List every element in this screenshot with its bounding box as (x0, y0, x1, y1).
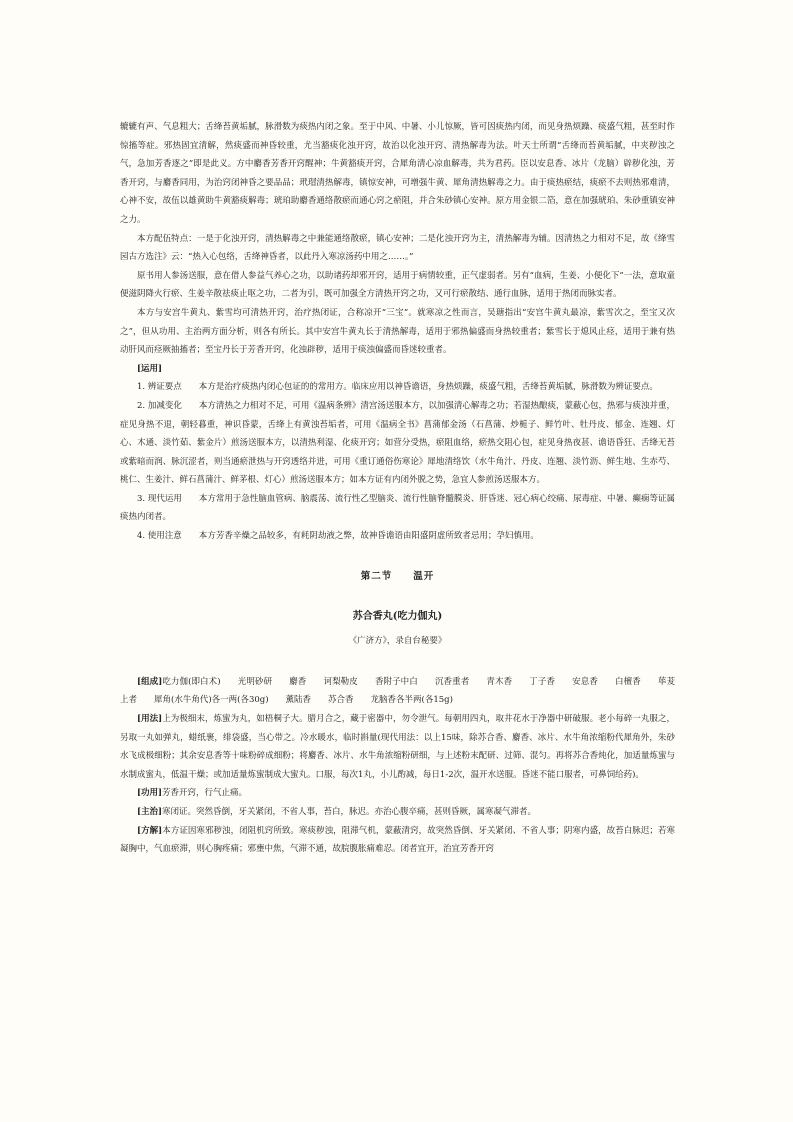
composition-label: [组成] (137, 676, 163, 687)
analysis-paragraph (120, 822, 675, 859)
function-paragraph (120, 784, 675, 803)
usage-item-4: 4. 使用注意 本方芳香辛燥之品较多，有耗阴劫液之弊，故神昏谵语由阳盛阴虚所致者忌用；孕妇慎用。 (137, 531, 539, 542)
method-text: 上为极细末，炼蜜为丸，如梧桐子大。腊月合之，藏于密器中，勿令泄气。每朝用四丸，取井花水于净器中研破服。老小每碎一丸服之，另取一丸如弹丸，蜡纸裹，绯袋盛，当心带之。冷水暖水，临时斟量(现代用法：以上15味，除苏合香、麝香、冰片、水牛角浓缩粉代犀角外，朱砂水飞成极细粉；其余安息香等十味粉碎成细粉；将麝香、冰片、水牛角浓缩粉研细，与上述粉末配研、过筛、混匀。再将苏合香炖化，加适量炼蜜与水制成蜜丸，低温干燥；或加适量炼蜜制成大蜜丸。口服，每次1丸，小儿酌减，每日1-2次，温开水送服。昏迷不能口服者，可鼻饲给药)。 (120, 714, 675, 780)
usage-item-2: 2. 加减变化 本方清热之力相对不足，可用《温病条辨》清宫汤送服本方，以加强清心解毒之功；若湿热酿痰，蒙蔽心包，热邪与痰浊并重，症见身热不退，朝轻暮重，神识昏蒙，舌绛上有黄浊苔垢者，可用《温病全书》菖蒲郁金汤（石菖蒲、炒栀子、鲜竹叶、牡丹皮、郁金、连翘、灯心、木通、淡竹茹、紫金片）煎汤送服本方，以清热利湿、化痰开窍；如营分受热，瘀阻血络，瘀热交阻心包，症见身热夜甚、谵语昏狂、舌绛无苔或紫暗而润、脉沉涩者，则当通瘀泄热与开窍透络并进，可用《重订通俗伤寒论》犀地清络饮（水牛角汁、丹皮、连翘、淡竹沥、鲜生地、生赤芍、桃仁、生姜汁、鲜石菖蒲汁、鲜茅根、灯心）煎汤送服本方；如本方证有内闭外脱之势，急宜人参煎汤送服本方。 (120, 400, 675, 486)
body-paragraph-2: 本方配伍特点：一是于化浊开窍，清热解毒之中兼能通络散瘀，镇心安神；二是化浊开窍为主，清热解毒为辅。因清热之力相对不足，故《绛雪园古方选注》云：“热入心包络，舌绛神昏者，以此丹入寒凉汤药中用之……。” (120, 233, 675, 263)
body-paragraph-3: 原书用人参汤送服，意在借人参益气养心之功，以助诸药却邪开窍，适用于病情较重，正气虚弱者。另有“血病，生姜、小便化下”一法，意取童便滋阴降火行瘀、生姜辛散祛痰止呕之功，二者为引，既可加强全方清热开窍之功，又可行瘀散结、通行血脉，适用于热闭而脉实者。 (120, 270, 675, 300)
usage-item-1: 1. 辨证要点 本方是治疗痰热内闭心包证的的常用方。临床应用以神昏谵语，身热烦躁，痰盛气粗，舌绛苔黄垢腻，脉滑数为辨证要点。 (137, 382, 658, 393)
body-paragraph-1: 辘辘有声、气息粗大；舌绛苔黄垢腻，脉滑数为痰热内闭之象。至于中风、中暑、小儿惊厥，皆可因痰热内闭，而见身热烦躁、痰盛气粗，甚至时作惊搐等症。邪热固宜清解，然痰盛而神昏较重，尤当豁痰化浊开窍，故治以化浊开窍、清热解毒为法。叶天士所谓“舌绛而苔黄垢腻，中夹秽浊之气，急加芳香逐之”即是此义。方中麝香芳香开窍醒神；牛黄豁痰开窍，合犀角清心凉血解毒，共为君药。臣以安息香、冰片（龙脑）辟秽化浊，芳香开窍，与麝香同用，为治窍闭神昏之要品品；玳瑁清热解毒，镇惊安神，可增强牛黄、犀角清热解毒之力。由于痰热瘀结，痰瘀不去则热邪难清，心神不安，故伍以雄黄助牛黄豁痰解毒；琥珀助麝香通络散瘀而通心窍之瘀阻，并合朱砂镇心安神。原方用金银二箔，意在加强琥珀、朱砂重镇安神之力。 (120, 122, 675, 225)
page-content (120, 118, 675, 859)
indication-text: 寒闭证。突然昏倒，牙关紧闭，不省人事，苔白，脉迟。亦治心腹卒痛，甚则昏厥，属寒凝气滞者。 (162, 807, 537, 817)
indication-label: [主治] (137, 807, 163, 817)
analysis-label: [方解] (137, 825, 163, 836)
method-label: [用法] (137, 714, 163, 725)
function-label: [功用] (137, 788, 163, 799)
usage-header: [运用] (137, 363, 163, 374)
indication-paragraph (120, 803, 675, 822)
function-text: 芳香开窍，行气止痛。 (162, 788, 248, 799)
usage-item-3: 3. 现代运用 本方常用于急性脑血管病、脑震荡、流行性乙型脑炎、流行性脑脊髓膜炎、肝昏迷、冠心病心绞痛、尿毒症、中暑、癫痫等证属痰热内闭者。 (120, 493, 675, 523)
analysis-text: 本方证因寒邪秽浊，闭阻机窍所致。寒痰秽浊，阻滞气机，蒙蔽清窍，故突然昏倒、牙关紧闭、不省人事；阴寒内盛，故苔白脉迟；若寒凝胸中，气血瘀滞，则心胸疼痛；邪壅中焦，气滞不通，故脘腹胀痛难忍。闭者宜开，治宜芳香开窍 (120, 825, 675, 855)
body-paragraph-4: 本方与安宫牛黄丸、紫雪均可清热开窍，治疗热闭证，合称凉开“三宝”。就寒凉之性而言，吴瑭指出“安宫牛黄丸最凉，紫雪次之，至宝又次之”，但从功用、主治两方面分析，则各有所长。其中安宫牛黄丸长于清热解毒，适用于邪热偏盛而身热较重者；紫雪长于熄风止痉，适用于兼有热动肝风而痉厥抽搐者；至宝丹长于芳香开窍，化浊辟秽，适用于痰浊偏盛而昏迷较重者。 (120, 307, 675, 356)
composition-paragraph (120, 673, 675, 710)
composition-text: 吃力伽(即白术) 光明砂研 麝香 诃梨勒皮 香附子中白 沉香重者 青木香 丁子香 安息香 白檀香 荜茇上者 犀角(水牛角代)各一两(各30g) 薰陆香 苏合香 龙脑香各半两(各15g) (120, 676, 676, 706)
formula-source: 《广济方》，录自台秘要》 (348, 636, 447, 647)
section-title: 第二节 温开 (360, 570, 435, 582)
formula-title: 苏合香丸(吃力伽丸) (352, 610, 443, 622)
method-paragraph (120, 710, 675, 784)
